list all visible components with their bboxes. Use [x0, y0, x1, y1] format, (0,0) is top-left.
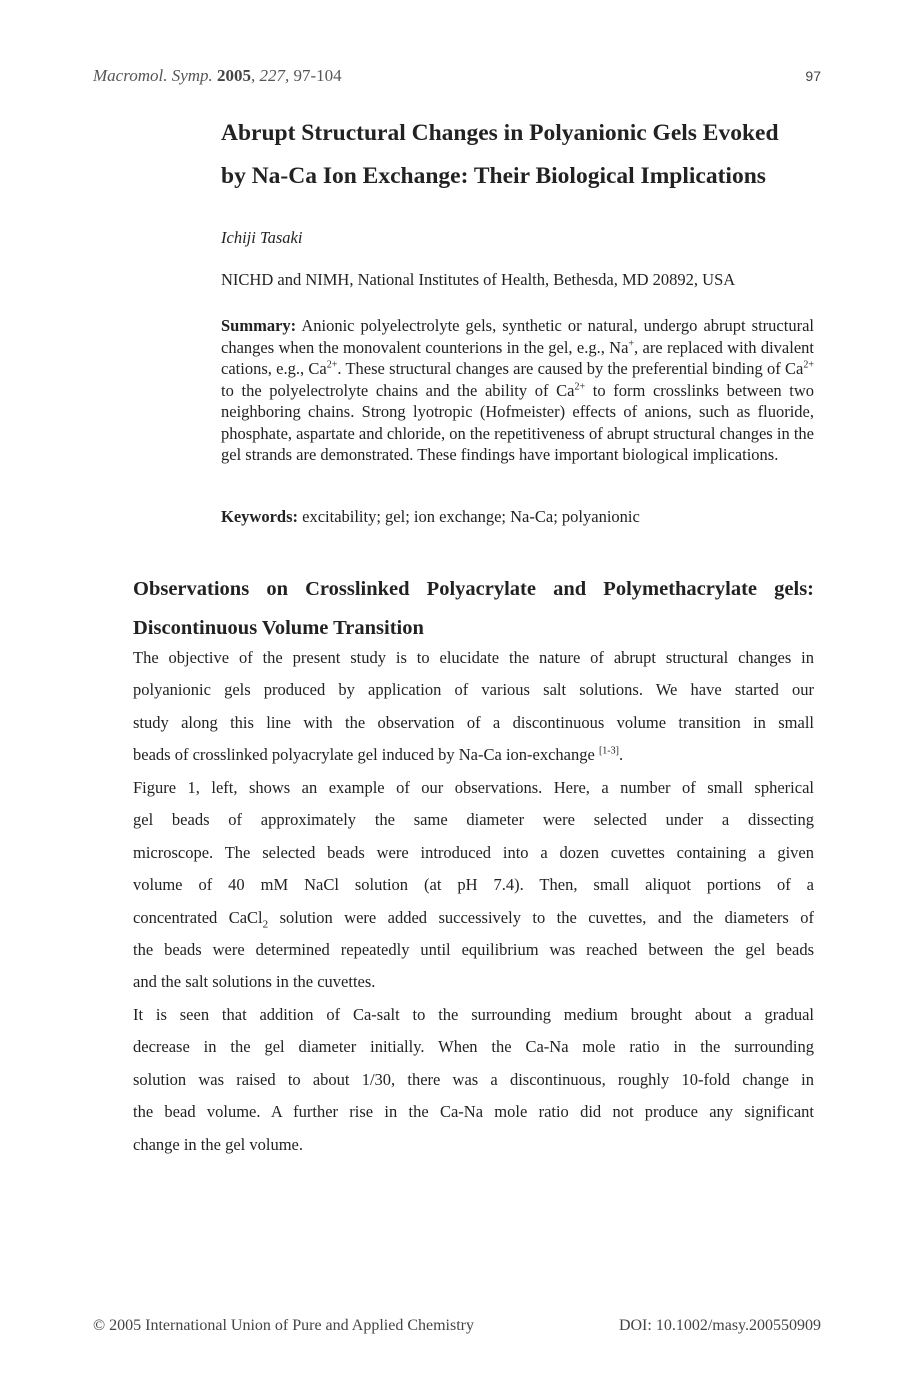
- summary-sup-4: 2+: [574, 381, 586, 392]
- body-line-text: beads of crosslinked polyacrylate gel induced by Na-Ca ion-exchange: [133, 745, 599, 765]
- summary-sup-1: +: [628, 338, 635, 349]
- body-paragraph-1: [133, 642, 814, 772]
- journal-year: 2005: [217, 66, 252, 85]
- body-line: solution was raised to about 1/30, there was a discontinuous, roughly 10-fold change in: [133, 1069, 814, 1089]
- body-line: microscope. The selected beads were introduced into a dozen cuvettes containing a given: [133, 842, 814, 862]
- keywords: [221, 507, 640, 527]
- summary-text-2: , are replaced with divalent cations, e.g., Ca: [221, 337, 814, 378]
- summary-paragraph: [221, 315, 814, 466]
- body-line: decrease in the gel diameter initially. When the Ca-Na mole ratio in the surrounding: [133, 1037, 814, 1057]
- keywords-text: excitability; gel; ion exchange; Na-Ca; polyanionic: [302, 507, 640, 526]
- running-head: Macromol. Symp. 2005, 227, 97-104: [93, 66, 342, 85]
- cacl2-subscript: 2: [262, 917, 269, 930]
- section-heading: [133, 570, 814, 648]
- journal-name: Macromol. Symp.: [93, 66, 213, 85]
- doi-link[interactable]: DOI: 10.1002/masy.200550909: [618, 1317, 821, 1334]
- section-heading-line-2: Discontinuous Volume Transition: [133, 617, 424, 639]
- body-paragraph-2: [133, 772, 814, 999]
- citation-ref: [1-3]: [598, 745, 619, 757]
- summary-text-3: . These structural changes are caused by the preferential binding of Ca: [337, 359, 804, 378]
- body-line: change in the gel volume.: [133, 1134, 303, 1154]
- body-line: [133, 902, 814, 934]
- author-name: Ichiji Tasaki: [221, 228, 303, 247]
- body-paragraph-3: [133, 999, 814, 1161]
- copyright-notice: © 2005 International Union of Pure and Applied Chemistry: [93, 1317, 474, 1334]
- body-line-end: .: [618, 745, 624, 765]
- body-line: The objective of the present study is to elucidate the nature of abrupt structural changes in: [133, 648, 814, 667]
- cacl2-text-a: concentrated CaCl: [133, 907, 263, 927]
- journal-pages: 97-104: [293, 66, 342, 85]
- body-line: the beads were determined repeatedly until equilibrium was reached between the gel beads: [133, 939, 814, 959]
- cacl2-text-b: solution were added successively to the cuvettes, and the diameters of: [268, 907, 814, 927]
- body-line: [133, 739, 814, 771]
- title-line-1: Abrupt Structural Changes in Polyanionic Gels Evoked: [221, 120, 779, 146]
- keywords-label: Keywords:: [221, 507, 298, 526]
- body-line: volume of 40 mM NaCl solution (at pH 7.4). Then, small aliquot portions of a: [133, 875, 814, 895]
- summary-text-4: to the polyelectrolyte chains and the ability of Ca: [221, 380, 575, 400]
- page-number: 97: [805, 68, 821, 84]
- title-line-2: by Na-Ca Ion Exchange: Their Biological Implications: [221, 163, 766, 189]
- section-heading-line-1: Observations on Crosslinked Polyacrylate and Polymethacrylate gels:: [133, 578, 814, 600]
- journal-volume: 227,: [259, 66, 290, 85]
- summary-text-1: Anionic polyelectrolyte gels, synthetic or natural, undergo abrupt structural changes when the monovalent counterions in the gel, e.g., Na: [221, 316, 814, 357]
- paper-title: [221, 112, 841, 198]
- body-line: gel beads of approximately the same diameter were selected under a dissecting: [133, 810, 814, 830]
- body-line: Figure 1, left, shows an example of our observations. Here, a number of small spherical: [133, 778, 814, 797]
- summary-sup-3: 2+: [803, 359, 815, 371]
- affiliation: NICHD and NIMH, National Institutes of Health, Bethesda, MD 20892, USA: [221, 270, 736, 289]
- summary-text-5: to form crosslinks between two neighboring chains. Strong lyotropic (Hofmeister) effects of anions, such as fluoride, phosphate, aspartate and chloride, on the repetitiveness of abrupt structural changes in the gel strands are demonstrated. These findings have important biological implications.: [221, 380, 814, 464]
- body-line: the bead volume. A further rise in the Ca-Na mole ratio did not produce any significant: [133, 1102, 814, 1122]
- body-line: polyanionic gels produced by application of various salt solutions. We have started our: [133, 680, 814, 700]
- summary-sup-2: 2+: [326, 359, 338, 371]
- body-line: and the salt solutions in the cuvettes.: [133, 972, 376, 992]
- body-line: It is seen that addition of Ca-salt to the surrounding medium brought about a gradual: [133, 1005, 814, 1024]
- summary-label: Summary:: [221, 316, 297, 335]
- body-line: study along this line with the observation of a discontinuous volume transition in small: [133, 712, 814, 732]
